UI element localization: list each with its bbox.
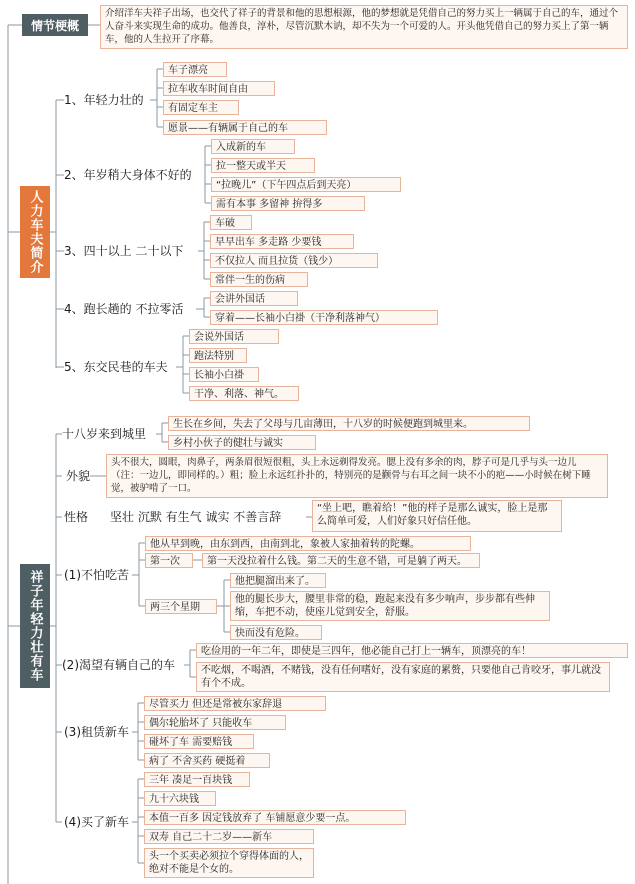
group-label-age: 3、四十以上 二十以下 (64, 244, 184, 258)
legation-item: 长袖小白褂 (189, 367, 259, 382)
group-label-older: 2、年岁稍大身体不好的 (64, 168, 192, 182)
desire-item: 吃俭用的一年二年，即使是三四年，他必能自己打上一辆车，顶漂亮的车！ (196, 643, 628, 658)
desire-item: 不吃烟，不喝酒，不赌钱，没有任何嗜好，没有家庭的累赘，只要他自己肯咬牙，事儿就没有个不成。 (196, 662, 610, 692)
plot-summary-heading: 情节梗概 (22, 14, 88, 36)
buy-item: 九十六块钱 (144, 791, 216, 806)
age-item: 车破 (210, 215, 252, 230)
hard-label: (1)不怕吃苦 (64, 568, 129, 582)
weeks-item: 他的腿长步大，腰里非常的稳，跑起来没有多少响声，步步都有些伸缩，车把不动，使座儿觉到安全，舒服。 (230, 591, 550, 621)
older-item: “拉晚儿”（下午四点后到天亮） (211, 177, 401, 192)
rent-item: 尽管买力 但还是常被东家辞退 (144, 696, 326, 711)
buy-item: 双寿 自己二十二岁——新车 (144, 829, 314, 844)
look-text: 头不很大，圆眼，肉鼻子，两条眉很短很粗，头上永远剃得发亮。腮上没有多余的肉，脖子可是几乎与头一边儿（注：一边儿，即同样的。）粗；脸上永远红扑扑的，特别亮的是颧骨与右耳之间一块不小的疤——小时候在树下睡觉，被驴啃了一口。 (106, 454, 608, 498)
weeks-item: 快而没有危险。 (230, 625, 322, 640)
rickshaw-intro-heading: 人力车夫简介 (20, 186, 50, 278)
character-quote: “坐上吧，瞧着给！”他的样子是那么诚实，脸上是那么简单可爱，人们好象只好信任他。 (312, 500, 562, 532)
group-label-legation: 5、东交民巷的车夫 (64, 360, 168, 374)
age-item: 早早出车 多走路 少要钱 (210, 234, 354, 249)
city-label: 十八岁来到城里 (62, 427, 147, 441)
buy-item: 本值一百多 因定钱放弃了 车铺愿意少要一点。 (144, 810, 406, 825)
older-item: 入成新的车 (211, 139, 295, 154)
long-trip-item: 穿着——长袖小白褂（干净利落神气） (210, 310, 438, 325)
legation-item: 跑法特别 (189, 348, 247, 363)
group-label-long-trip: 4、跑长趟的 不拉零活 (64, 302, 184, 316)
older-item: 需有本事 多留神 拚得多 (211, 196, 365, 211)
rent-item: 病了 不舍买药 硬挺着 (144, 753, 270, 768)
plot-summary-text: 介绍洋车夫祥子出场，也交代了祥子的背景和他的思想根源，他的梦想就是凭借自己的努力买上一辆属于自己的车，通过个人奋斗来实现生命的成功。他善良，淳朴，尽管沉默木讷，却不失为一个可爱的人。开头他凭借自己的努力买上了第一辆车，他的人生拉开了序幕。 (100, 5, 628, 49)
weeks-label: 两三个星期 (145, 599, 217, 614)
desire-label: (2)渴望有辆自己的车 (62, 658, 175, 672)
young-item: 有固定车主 (163, 100, 239, 115)
rent-item: 偶尔轮胎坏了 只能收车 (144, 715, 286, 730)
legation-item: 会说外国话 (189, 329, 279, 344)
buy-label: (4)买了新车 (64, 815, 129, 829)
older-item: 拉一整天或半天 (211, 158, 315, 173)
young-item: 拉车收车时间自由 (163, 81, 275, 96)
city-item: 生长在乡间，失去了父母与几亩薄田，十八岁的时候便跑到城里来。 (168, 416, 530, 431)
age-item: 不仅拉人 而且拉货（钱少） (210, 253, 378, 268)
character-label: 性格 (64, 510, 89, 524)
group-label-young: 1、年轻力壮的 (64, 93, 144, 107)
hard-intro: 他从早到晚，由东到西，由南到北，象被人家抽着转的陀螺。 (145, 536, 471, 551)
weeks-item: 他把腿溜出来了。 (230, 573, 326, 588)
young-item: 愿景——有辆属于自己的车 (163, 120, 327, 135)
legation-item: 干净、利落、神气。 (189, 386, 299, 401)
character-traits: 坚壮 沉默 有生气 诚实 不善言辞 (110, 510, 282, 524)
first-time-text: 第一天没拉着什么钱。第二天的生意不错，可是躺了两天。 (202, 553, 480, 568)
rent-label: (3)租赁新车 (64, 725, 129, 739)
first-time-label: 第一次 (145, 553, 193, 568)
rent-item: 碰坏了车 需要赔钱 (144, 734, 254, 749)
age-item: 常伴一生的伤病 (210, 272, 308, 287)
look-label: 外貌 (66, 469, 91, 483)
buy-item: 头一个买卖必须拉个穿得体面的人，绝对不能是个女的。 (144, 848, 314, 878)
long-trip-item: 会讲外国话 (210, 291, 298, 306)
city-item: 乡村小伙子的健壮与诚实 (168, 435, 316, 450)
xiangzi-heading: 祥子年轻力壮有车 (20, 564, 50, 688)
young-item: 车子漂亮 (163, 62, 227, 77)
buy-item: 三年 凑足一百块钱 (144, 772, 250, 787)
